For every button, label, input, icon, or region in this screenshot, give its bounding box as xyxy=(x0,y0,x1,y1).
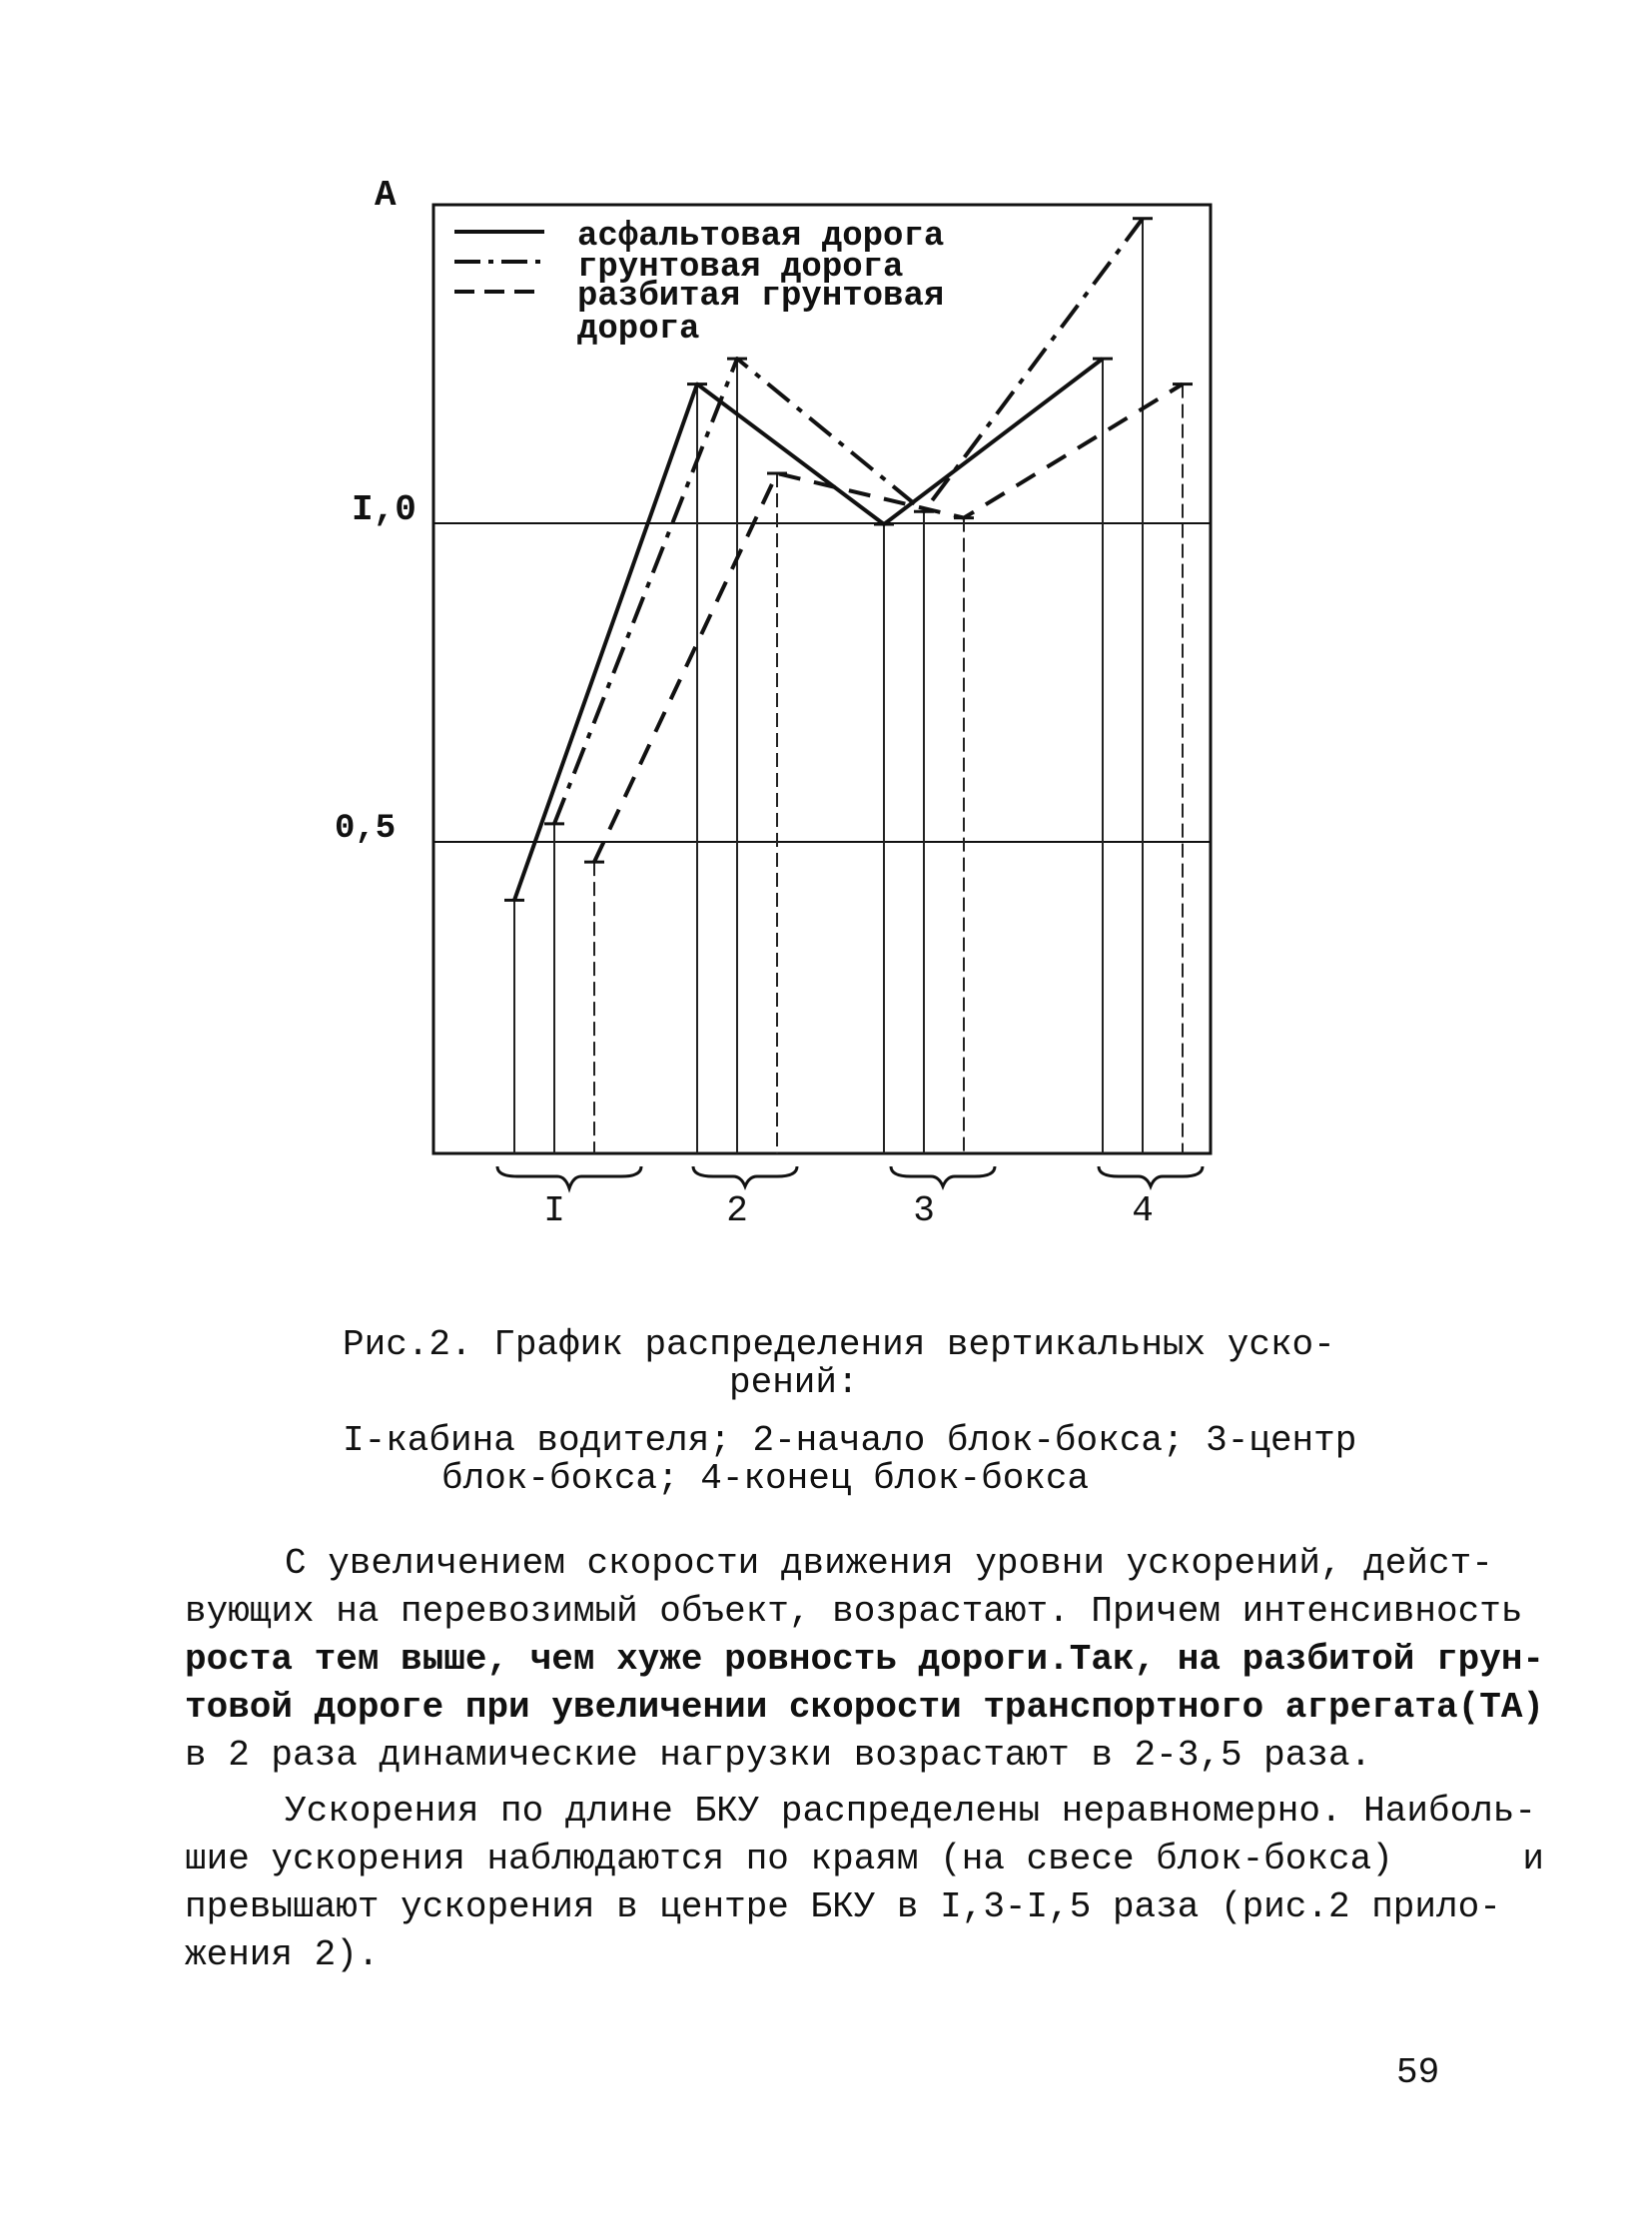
paragraph-2 xyxy=(185,1788,1545,1979)
legend-label-3: разбитая грунтовая xyxy=(577,278,945,316)
brace-4 xyxy=(1099,1166,1203,1186)
x-tick-label-3: 3 xyxy=(913,1190,935,1231)
caption-title-1: Рис.2. График распределения вертикальных уско- xyxy=(343,1324,1335,1365)
legend-label-2: грунтовая дорога xyxy=(577,249,904,287)
p1-line-1: С увеличением скорости движения уровни ускорений, дейст- xyxy=(285,1543,1493,1584)
legend xyxy=(454,218,944,349)
p2-line-2: шие ускорения наблюдаются по краям (на свесе блок-бокса) и xyxy=(185,1839,1545,1879)
brace-1 xyxy=(497,1166,641,1188)
x-tick-label-2: 2 xyxy=(726,1190,748,1231)
page-number: 59 xyxy=(1396,2052,1440,2093)
p1-line-3: роста тем выше, чем хуже ровность дороги.Так, на разбитой грун- xyxy=(185,1639,1545,1680)
p1-line-2: вующих на перевозимый объект, возрастают. Причем интенсивность xyxy=(185,1591,1523,1632)
legend-label-4: дорога xyxy=(577,311,700,349)
caption-title-2: рений: xyxy=(729,1362,859,1403)
caption-desc-2: блок-бокса; 4-конец блок-бокса xyxy=(441,1458,1090,1499)
series-line-solid xyxy=(514,359,1103,900)
figure-caption xyxy=(300,1326,1398,1498)
brace-2 xyxy=(693,1166,797,1186)
p2-line-3: превышают ускорения в центре БКУ в I,3-I,5 раза (рис.2 прило- xyxy=(185,1886,1501,1927)
category-braces xyxy=(497,1166,1203,1188)
p2-line-1: Ускорения по длине БКУ распределены неравномерно. Наиболь- xyxy=(285,1791,1537,1832)
y-tick-0.5: 0,5 xyxy=(335,810,397,848)
y-tick-1.0: I,0 xyxy=(352,489,416,530)
x-tick-label-1: I xyxy=(543,1190,565,1231)
p1-line-5: в 2 раза динамические нагрузки возрастают в 2-3,5 раза. xyxy=(185,1735,1372,1776)
category-labels xyxy=(543,1190,1154,1231)
p2-line-4: жения 2). xyxy=(185,1934,380,1975)
paragraph-1 xyxy=(185,1540,1545,1780)
series-line-dashed xyxy=(594,384,1183,863)
caption-desc-1: I-кабина водителя; 2-начало блок-бокса; 3-центр xyxy=(343,1420,1357,1461)
p1-line-4: товой дороге при увеличении скорости транспортного агрегата(ТА) xyxy=(185,1687,1545,1728)
legend-label-1: асфальтовая дорога xyxy=(577,218,945,256)
y-axis-label: А xyxy=(375,175,397,216)
brace-3 xyxy=(891,1166,995,1186)
x-tick-label-4: 4 xyxy=(1132,1190,1154,1231)
plot-frame xyxy=(433,205,1211,1153)
